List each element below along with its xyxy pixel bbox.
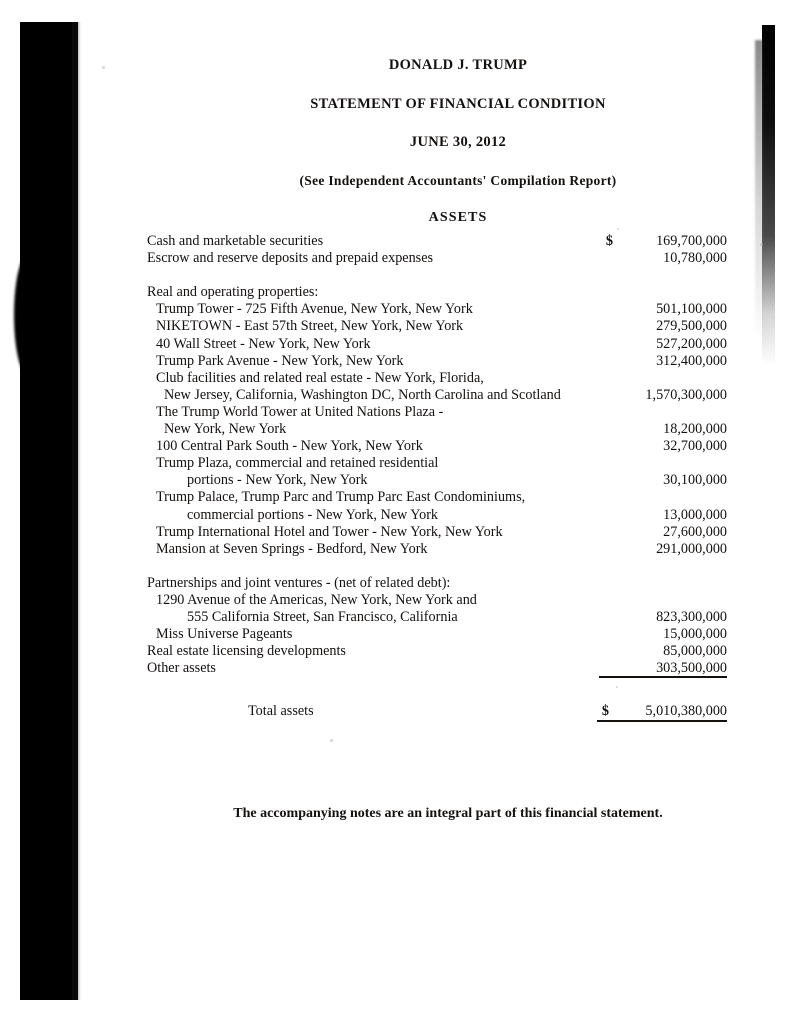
line-item-row bbox=[147, 626, 727, 643]
line-item-amount: 18,200,000 bbox=[663, 421, 727, 438]
total-assets-label: Total assets bbox=[248, 703, 314, 719]
line-item-row bbox=[147, 353, 727, 370]
line-item-label: Other assets bbox=[147, 660, 216, 677]
line-item-label: 40 Wall Street - New York, New York bbox=[156, 335, 371, 352]
line-item-row bbox=[147, 404, 727, 421]
line-item-row bbox=[147, 489, 727, 506]
line-item-row bbox=[147, 541, 727, 558]
line-item-row bbox=[147, 524, 727, 541]
line-item-row bbox=[147, 455, 727, 472]
line-item-label: Partnerships and joint ventures - (net of related debt): bbox=[147, 574, 451, 591]
line-item-label: Miss Universe Pageants bbox=[156, 626, 293, 643]
line-item-label: Mansion at Seven Springs - Bedford, New York bbox=[156, 540, 428, 557]
line-item-row bbox=[147, 336, 727, 353]
line-item-row bbox=[147, 421, 727, 438]
line-item-row bbox=[147, 507, 727, 524]
line-item-row bbox=[147, 592, 727, 609]
heading-statement-type: STATEMENT OF FINANCIAL CONDITION bbox=[310, 95, 606, 112]
line-item-label: Real and operating properties: bbox=[147, 284, 319, 301]
line-item-amount: 32,700,000 bbox=[663, 438, 727, 455]
heading-entity-name: DONALD J. TRUMP bbox=[388, 57, 528, 73]
line-item-amount: 169,700,000 bbox=[656, 233, 727, 249]
line-item-label: New Jersey, California, Washington DC, North Carolina and Scotland bbox=[164, 386, 561, 403]
total-currency-symbol: $ bbox=[601, 703, 609, 719]
line-item-amount: 27,600,000 bbox=[663, 523, 727, 540]
total-underline-rule bbox=[597, 720, 727, 722]
line-item-amount: 303,500,000 bbox=[656, 660, 727, 677]
line-item-row bbox=[147, 387, 727, 404]
line-item-label: Trump Plaza, commercial and retained residential bbox=[156, 455, 439, 472]
line-item-amount: 85,000,000 bbox=[663, 643, 727, 660]
line-item-row bbox=[147, 233, 727, 250]
line-item-currency-symbol: $ bbox=[605, 233, 613, 249]
line-item-label: commercial portions - New York, New York bbox=[187, 506, 439, 523]
line-item-label: 100 Central Park South - New York, New York bbox=[156, 438, 423, 455]
total-assets-amount: 5,010,380,000 bbox=[645, 703, 727, 719]
line-item-amount: 312,400,000 bbox=[656, 352, 727, 369]
line-item-amount: 527,200,000 bbox=[656, 335, 727, 352]
subtotal-rule bbox=[599, 676, 727, 677]
line-item-label: Trump Palace, Trump Parc and Trump Parc East Condominiums, bbox=[156, 489, 526, 506]
line-item-amount: 823,300,000 bbox=[656, 609, 727, 626]
line-item-row bbox=[147, 250, 727, 267]
line-item-amount: 30,100,000 bbox=[663, 472, 727, 489]
line-item-amount: 291,000,000 bbox=[656, 540, 727, 557]
line-item-amount: 501,100,000 bbox=[656, 301, 727, 318]
line-item-row bbox=[147, 301, 727, 318]
line-item-label: 555 California Street, San Francisco, California bbox=[187, 609, 458, 626]
line-item-label: New York, New York bbox=[164, 421, 287, 438]
heading-compilation-note: (See Independent Accountants' Compilation Report) bbox=[299, 172, 617, 188]
line-item-amount: 13,000,000 bbox=[663, 506, 727, 523]
total-assets-row bbox=[147, 703, 727, 722]
line-item-row bbox=[147, 660, 727, 677]
line-item-label: Escrow and reserve deposits and prepaid expenses bbox=[147, 250, 434, 267]
line-item-label: Real estate licensing developments bbox=[147, 643, 346, 660]
heading-assets-section: ASSETS bbox=[428, 210, 488, 225]
heading-statement-date: JUNE 30, 2012 bbox=[409, 134, 507, 150]
line-item-amount: 15,000,000 bbox=[663, 626, 727, 643]
line-item-label: portions - New York, New York bbox=[187, 472, 368, 489]
line-item-label: NIKETOWN - East 57th Street, New York, New York bbox=[156, 318, 464, 335]
assets-line-item-list bbox=[147, 233, 727, 677]
line-item-row bbox=[147, 472, 727, 489]
line-item-label: Trump Park Avenue - New York, New York bbox=[156, 352, 404, 369]
line-item-amount: 10,780,000 bbox=[663, 250, 727, 267]
line-item-row bbox=[147, 643, 727, 660]
line-item-group-header bbox=[147, 575, 727, 592]
line-item-amount: 1,570,300,000 bbox=[645, 386, 727, 403]
line-item-amount: 279,500,000 bbox=[656, 318, 727, 335]
total-assets-block bbox=[147, 703, 727, 722]
line-item-group-header bbox=[147, 284, 727, 301]
line-item-label: 1290 Avenue of the Americas, New York, New York and bbox=[156, 591, 477, 608]
document-footnote: The accompanying notes are an integral part of this financial statement. bbox=[233, 806, 663, 821]
line-item-spacer bbox=[147, 558, 727, 575]
line-item-label: Trump Tower - 725 Fifth Avenue, New York, New York bbox=[156, 301, 473, 318]
line-item-label: Cash and marketable securities bbox=[147, 233, 324, 249]
line-item-row bbox=[147, 609, 727, 626]
document-headings bbox=[148, 58, 768, 225]
line-item-row bbox=[147, 438, 727, 455]
line-item-label: The Trump World Tower at United Nations Plaza - bbox=[156, 403, 444, 420]
line-item-row bbox=[147, 370, 727, 387]
line-item-label: Trump International Hotel and Tower - New York, New York bbox=[156, 523, 503, 540]
line-item-label: Club facilities and related real estate - New York, Florida, bbox=[156, 369, 484, 386]
line-item-spacer bbox=[147, 267, 727, 284]
line-item-row bbox=[147, 318, 727, 335]
